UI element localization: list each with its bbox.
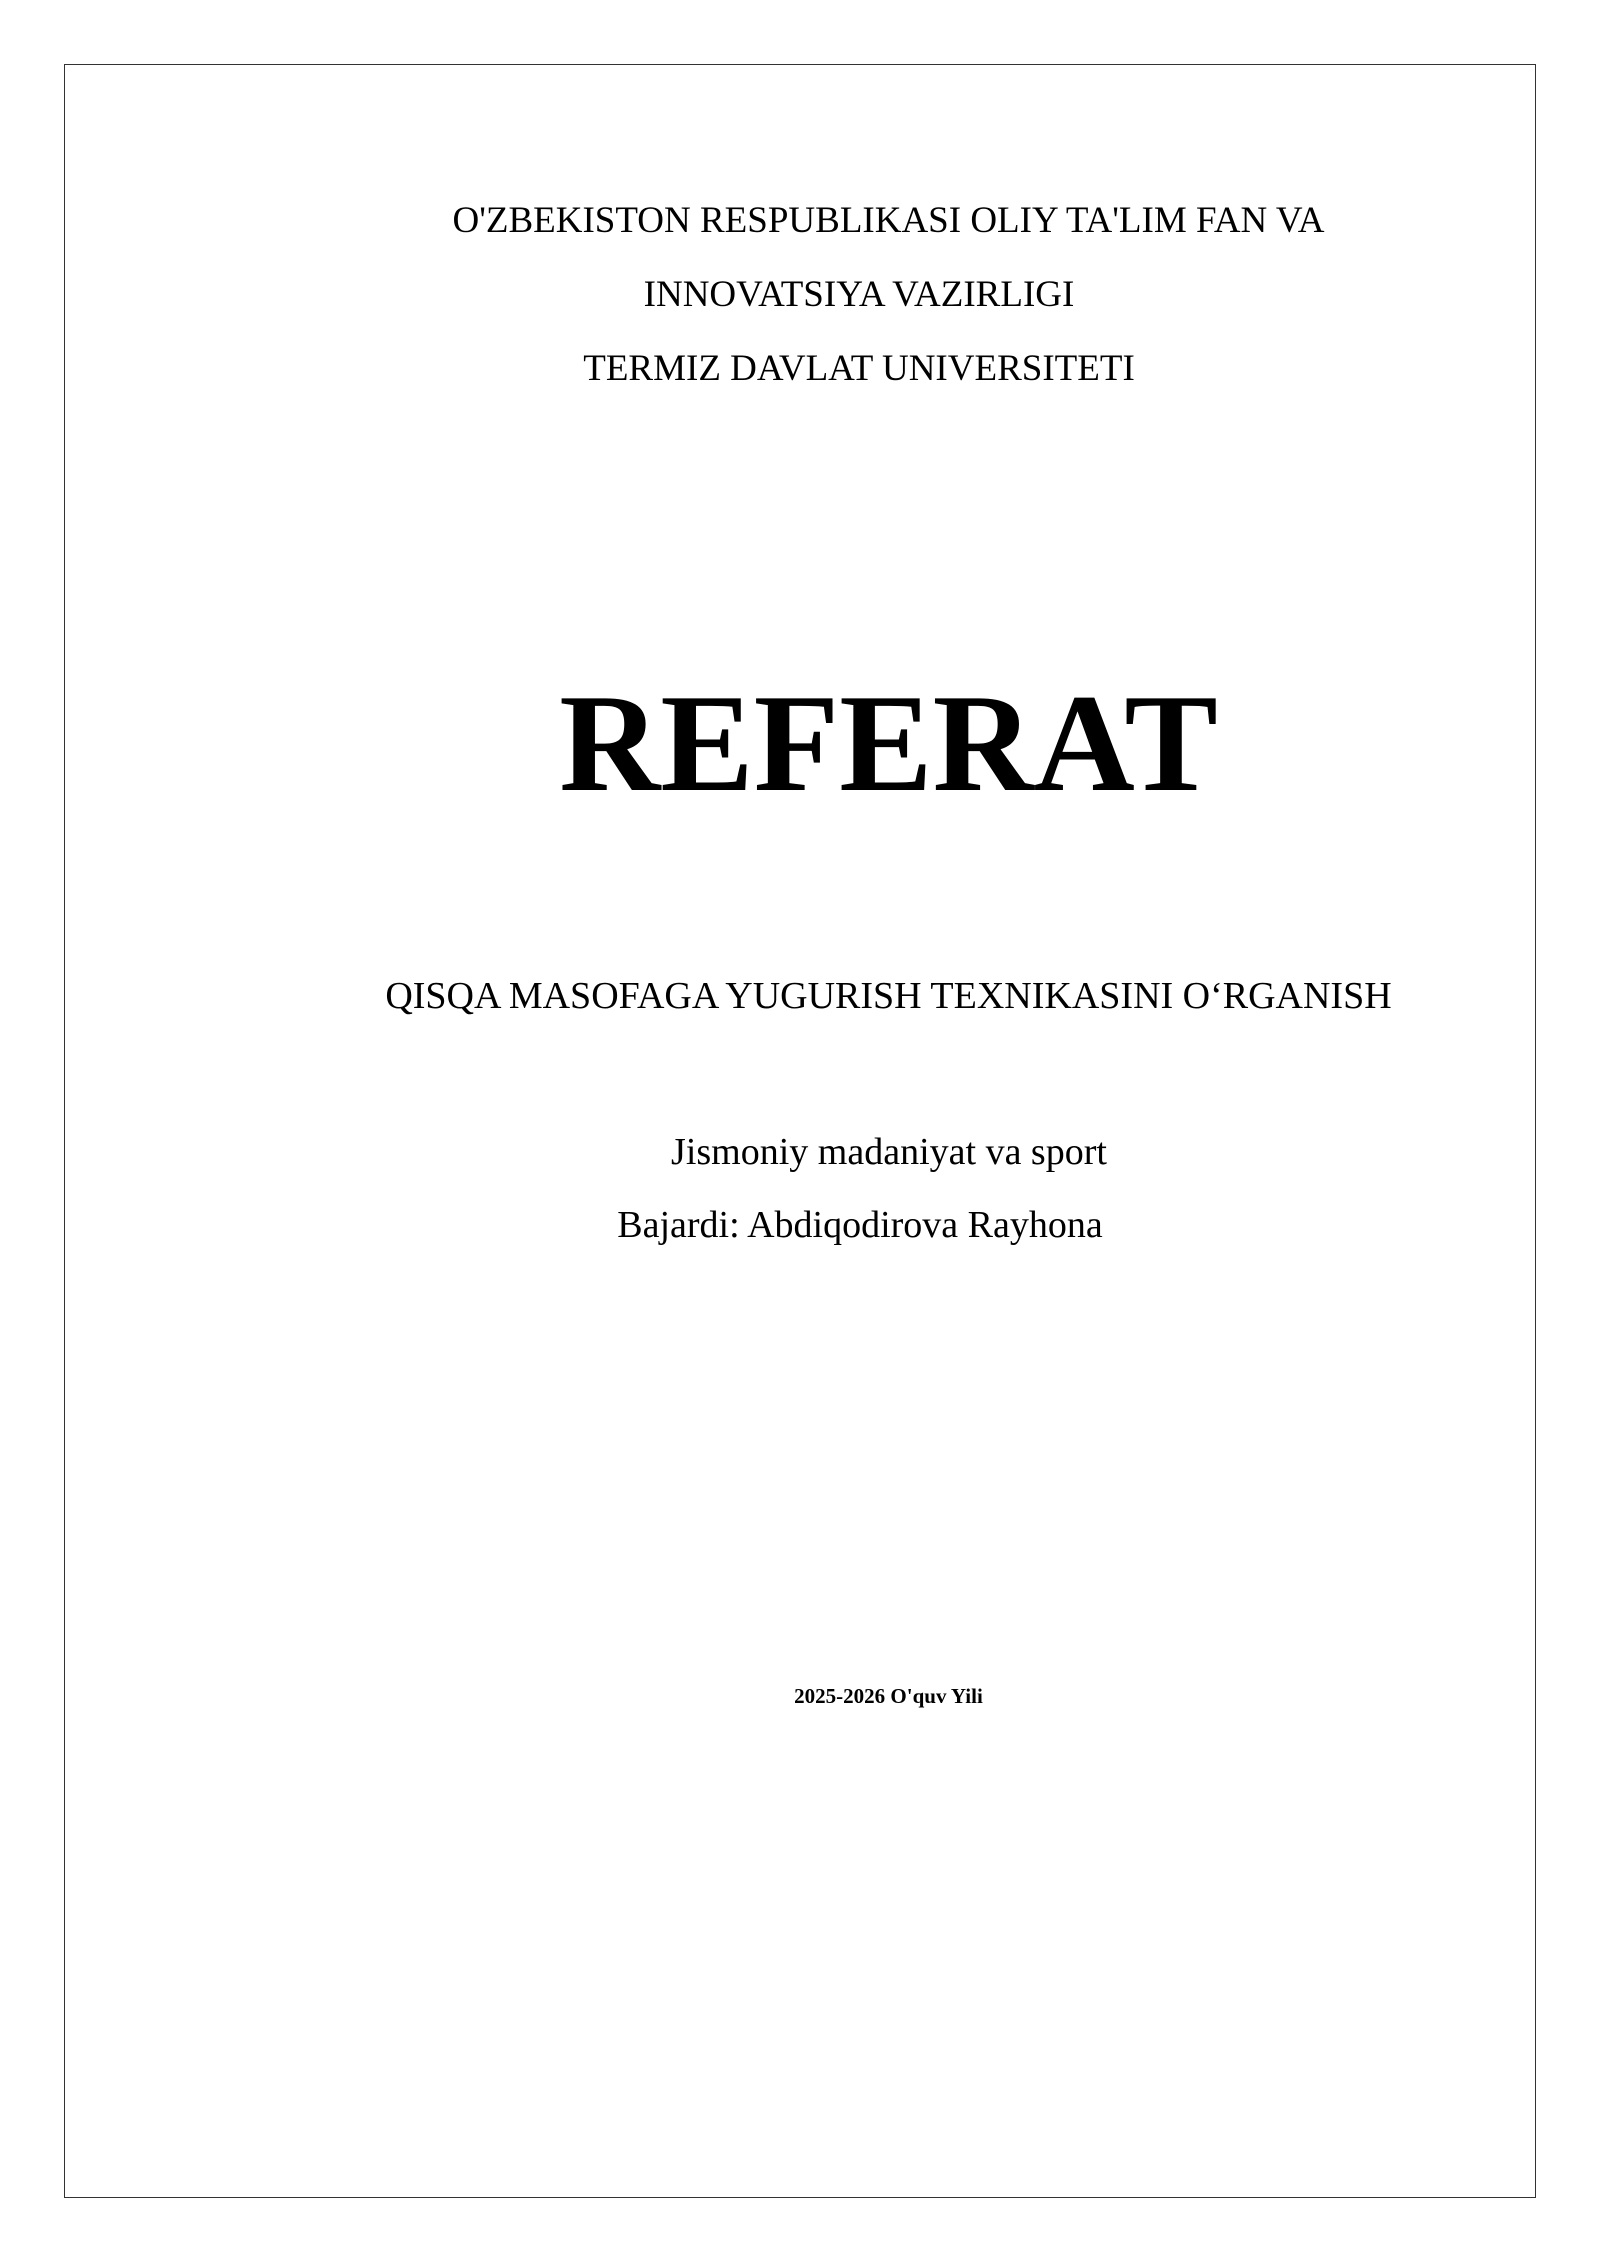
ministry-name-line-1: O'ZBEKISTON RESPUBLIKASI OLIY TA'LIM FAN VA xyxy=(452,200,1325,241)
topic-title: QISQA MASOFAGA YUGURISH TEXNIKASINI O‘RGANISH xyxy=(385,975,1392,1017)
document-title: REFERAT xyxy=(559,666,1218,821)
author-line: Bajardi: Abdiqodirova Rayhona xyxy=(617,1204,1103,1246)
academic-year: 2025-2026 O'quv Yili xyxy=(794,1684,983,1708)
university-name: TERMIZ DAVLAT UNIVERSITETI xyxy=(583,348,1135,389)
ministry-name-line-2: INNOVATSIYA VAZIRLIGI xyxy=(643,274,1075,315)
subject-name: Jismoniy madaniyat va sport xyxy=(671,1131,1107,1173)
